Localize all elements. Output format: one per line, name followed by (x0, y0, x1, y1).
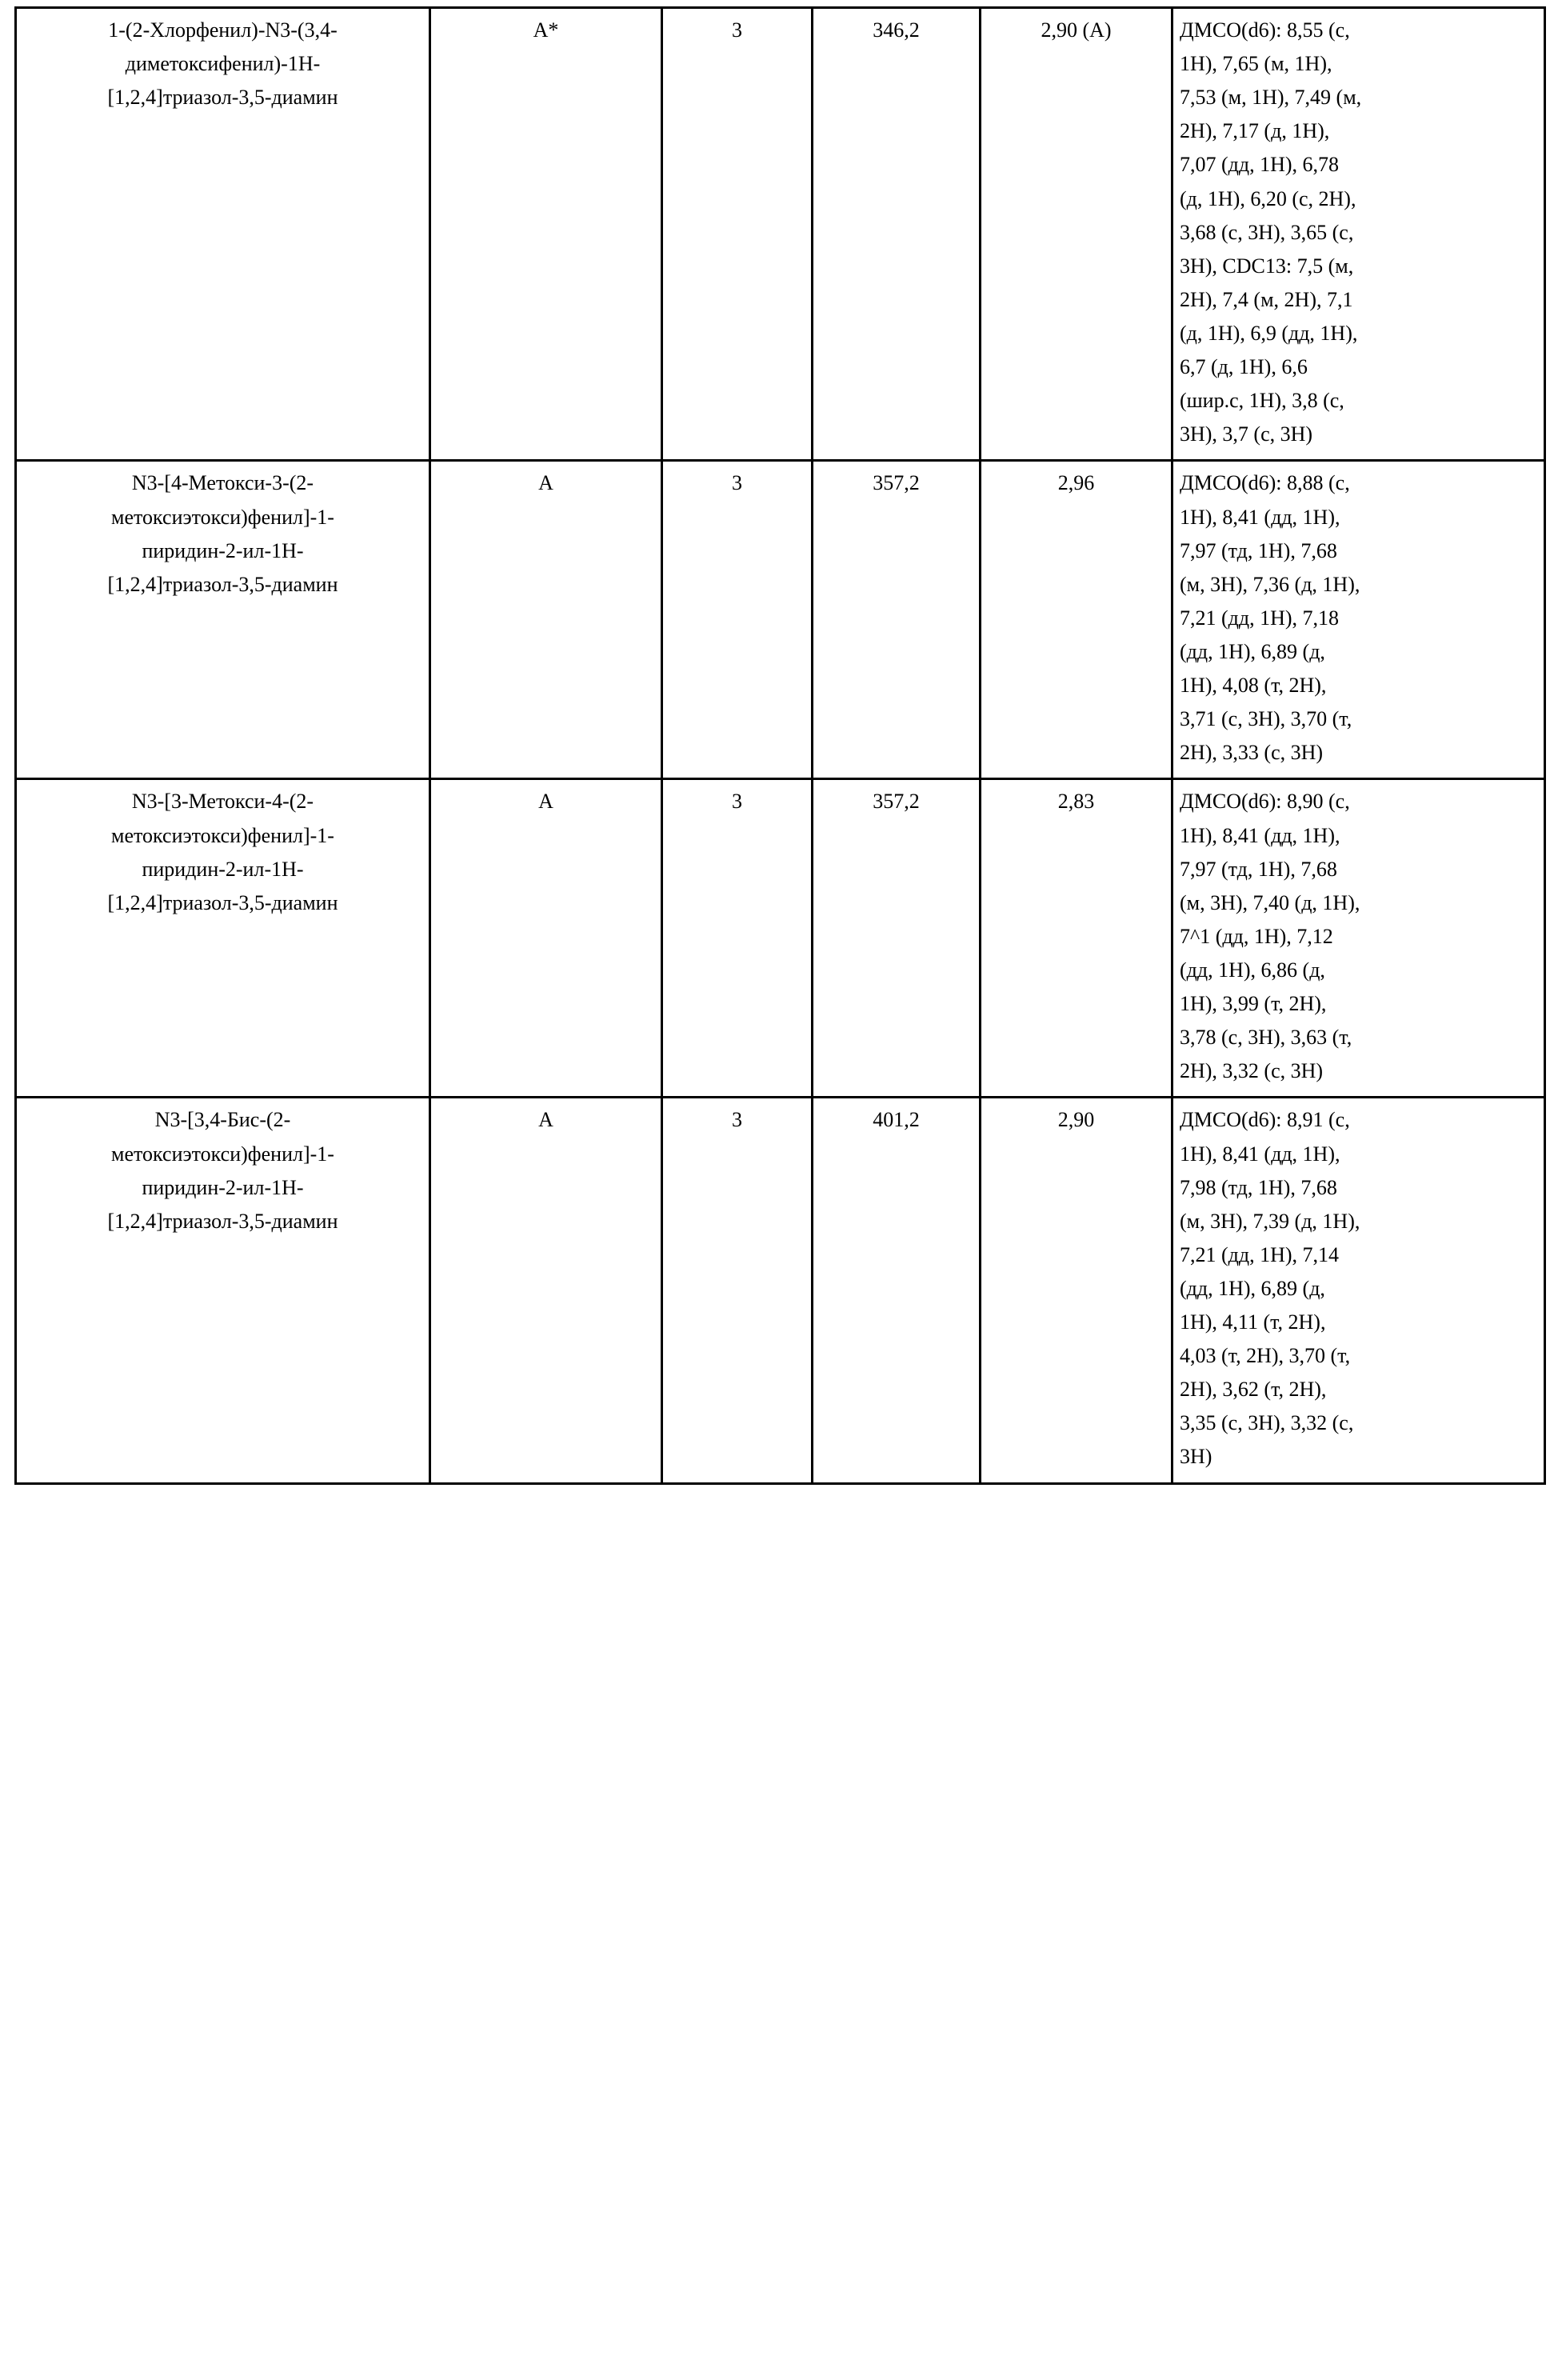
cell-mass: 346,2 (813, 8, 981, 461)
cell-steps: 3 (662, 8, 813, 461)
nmr-line: 3,71 (с, 3Н), 3,70 (т, (1180, 707, 1352, 731)
nmr-line: 2Н), 7,17 (д, 1Н), (1180, 119, 1330, 143)
nmr-line: (шир.с, 1Н), 3,8 (с, (1180, 389, 1344, 413)
nmr-line: ДМСО(d6): 8,55 (с, (1180, 18, 1350, 42)
cell-compound-name (16, 779, 430, 1098)
cell-steps: 3 (662, 461, 813, 779)
nmr-line: 7,21 (дд, 1Н), 7,18 (1180, 606, 1340, 630)
cell-compound-name (16, 461, 430, 779)
nmr-line: (м, 3Н), 7,40 (д, 1Н), (1180, 890, 1360, 914)
table-row (16, 8, 1545, 461)
cell-method: A (430, 461, 662, 779)
nmr-line: ДМСО(d6): 8,88 (с, (1180, 471, 1350, 495)
nmr-line: 6,7 (д, 1Н), 6,6 (1180, 355, 1308, 379)
nmr-line: 2Н), 3,33 (с, 3Н) (1180, 741, 1324, 765)
cell-steps: 3 (662, 779, 813, 1098)
nmr-line: (м, 3Н), 7,36 (д, 1Н), (1180, 572, 1360, 596)
cell-method: A* (430, 8, 662, 461)
cell-mass: 401,2 (813, 1098, 981, 1483)
nmr-line: 3,68 (с, 3Н), 3,65 (с, (1180, 220, 1354, 244)
cell-retention-time: 2,90 (A) (981, 8, 1172, 461)
nmr-line: (м, 3Н), 7,39 (д, 1Н), (1180, 1209, 1360, 1233)
nmr-line: 1Н), 8,41 (дд, 1Н), (1180, 505, 1340, 529)
name-line: N3-[3,4-Бис-(2- (154, 1108, 291, 1132)
cell-nmr (1172, 779, 1545, 1098)
cell-method: A (430, 779, 662, 1098)
table-row (16, 461, 1545, 779)
nmr-line: (д, 1Н), 6,9 (дд, 1Н), (1180, 321, 1358, 345)
table-row (16, 1098, 1545, 1483)
nmr-line: 3Н) (1180, 1445, 1212, 1469)
nmr-line: 1Н), 7,65 (м, 1Н), (1180, 52, 1332, 76)
cell-mass: 357,2 (813, 461, 981, 779)
nmr-line: 2Н), 7,4 (м, 2Н), 7,1 (1180, 287, 1353, 311)
nmr-line: 7,53 (м, 1Н), 7,49 (м, (1180, 86, 1362, 110)
cell-retention-time: 2,96 (981, 461, 1172, 779)
nmr-line: 7,97 (тд, 1Н), 7,68 (1180, 857, 1337, 881)
name-line: метоксиэтокси)фенил]-1- (111, 505, 334, 529)
nmr-line: 7,07 (дд, 1Н), 6,78 (1180, 153, 1340, 177)
nmr-line: 1Н), 8,41 (дд, 1Н), (1180, 1142, 1340, 1166)
name-line: диметоксифенил)-1Н- (125, 52, 321, 76)
name-line: N3-[3-Метокси-4-(2- (131, 790, 314, 814)
cell-mass: 357,2 (813, 779, 981, 1098)
name-line: метоксиэтокси)фенил]-1- (111, 823, 334, 847)
nmr-line: 3,35 (с, 3Н), 3,32 (с, (1180, 1411, 1354, 1435)
nmr-line: ДМСО(d6): 8,91 (с, (1180, 1108, 1350, 1132)
nmr-line: 4,03 (т, 2Н), 3,70 (т, (1180, 1344, 1351, 1368)
nmr-line: 1Н), 3,99 (т, 2Н), (1180, 992, 1327, 1016)
cell-retention-time: 2,90 (981, 1098, 1172, 1483)
cell-retention-time: 2,83 (981, 779, 1172, 1098)
name-line: метоксиэтокси)фенил]-1- (111, 1142, 334, 1166)
nmr-line: (дд, 1Н), 6,89 (д, (1180, 1276, 1325, 1300)
compound-data-table (14, 6, 1546, 1485)
nmr-line: 3Н), 3,7 (с, 3Н) (1180, 422, 1313, 446)
nmr-line: (д, 1Н), 6,20 (с, 2Н), (1180, 186, 1356, 210)
nmr-line: 7^1 (дд, 1Н), 7,12 (1180, 924, 1333, 948)
table-body (16, 8, 1545, 1484)
cell-compound-name (16, 8, 430, 461)
cell-steps: 3 (662, 1098, 813, 1483)
name-line: [1,2,4]триазол-3,5-диамин (107, 572, 338, 596)
name-line: пиридин-2-ил-1Н- (142, 857, 304, 881)
nmr-line: ДМСО(d6): 8,90 (с, (1180, 790, 1350, 814)
nmr-line: 2Н), 3,32 (с, 3Н) (1180, 1059, 1324, 1083)
nmr-line: 7,98 (тд, 1Н), 7,68 (1180, 1175, 1337, 1199)
cell-method: A (430, 1098, 662, 1483)
name-line: 1-(2-Хлорфенил)-N3-(3,4- (108, 18, 338, 42)
cell-compound-name (16, 1098, 430, 1483)
name-line: [1,2,4]триазол-3,5-диамин (107, 1209, 338, 1233)
nmr-line: 3Н), CDC13: 7,5 (м, (1180, 254, 1354, 278)
table-row (16, 779, 1545, 1098)
nmr-line: 7,97 (тд, 1Н), 7,68 (1180, 538, 1337, 562)
nmr-line: 1Н), 4,11 (т, 2Н), (1180, 1310, 1326, 1334)
cell-nmr (1172, 461, 1545, 779)
nmr-line: 1Н), 8,41 (дд, 1Н), (1180, 823, 1340, 847)
cell-nmr (1172, 8, 1545, 461)
nmr-line: 3,78 (с, 3Н), 3,63 (т, (1180, 1026, 1352, 1050)
name-line: [1,2,4]триазол-3,5-диамин (107, 86, 338, 110)
nmr-line: (дд, 1Н), 6,89 (д, (1180, 639, 1325, 663)
name-line: пиридин-2-ил-1Н- (142, 1175, 304, 1199)
nmr-line: 2Н), 3,62 (т, 2Н), (1180, 1378, 1327, 1402)
name-line: пиридин-2-ил-1Н- (142, 538, 304, 562)
name-line: [1,2,4]триазол-3,5-диамин (107, 890, 338, 914)
nmr-line: (дд, 1Н), 6,86 (д, (1180, 958, 1325, 982)
nmr-line: 7,21 (дд, 1Н), 7,14 (1180, 1242, 1340, 1266)
nmr-line: 1Н), 4,08 (т, 2Н), (1180, 674, 1327, 698)
cell-nmr (1172, 1098, 1545, 1483)
name-line: N3-[4-Метокси-3-(2- (131, 471, 314, 495)
